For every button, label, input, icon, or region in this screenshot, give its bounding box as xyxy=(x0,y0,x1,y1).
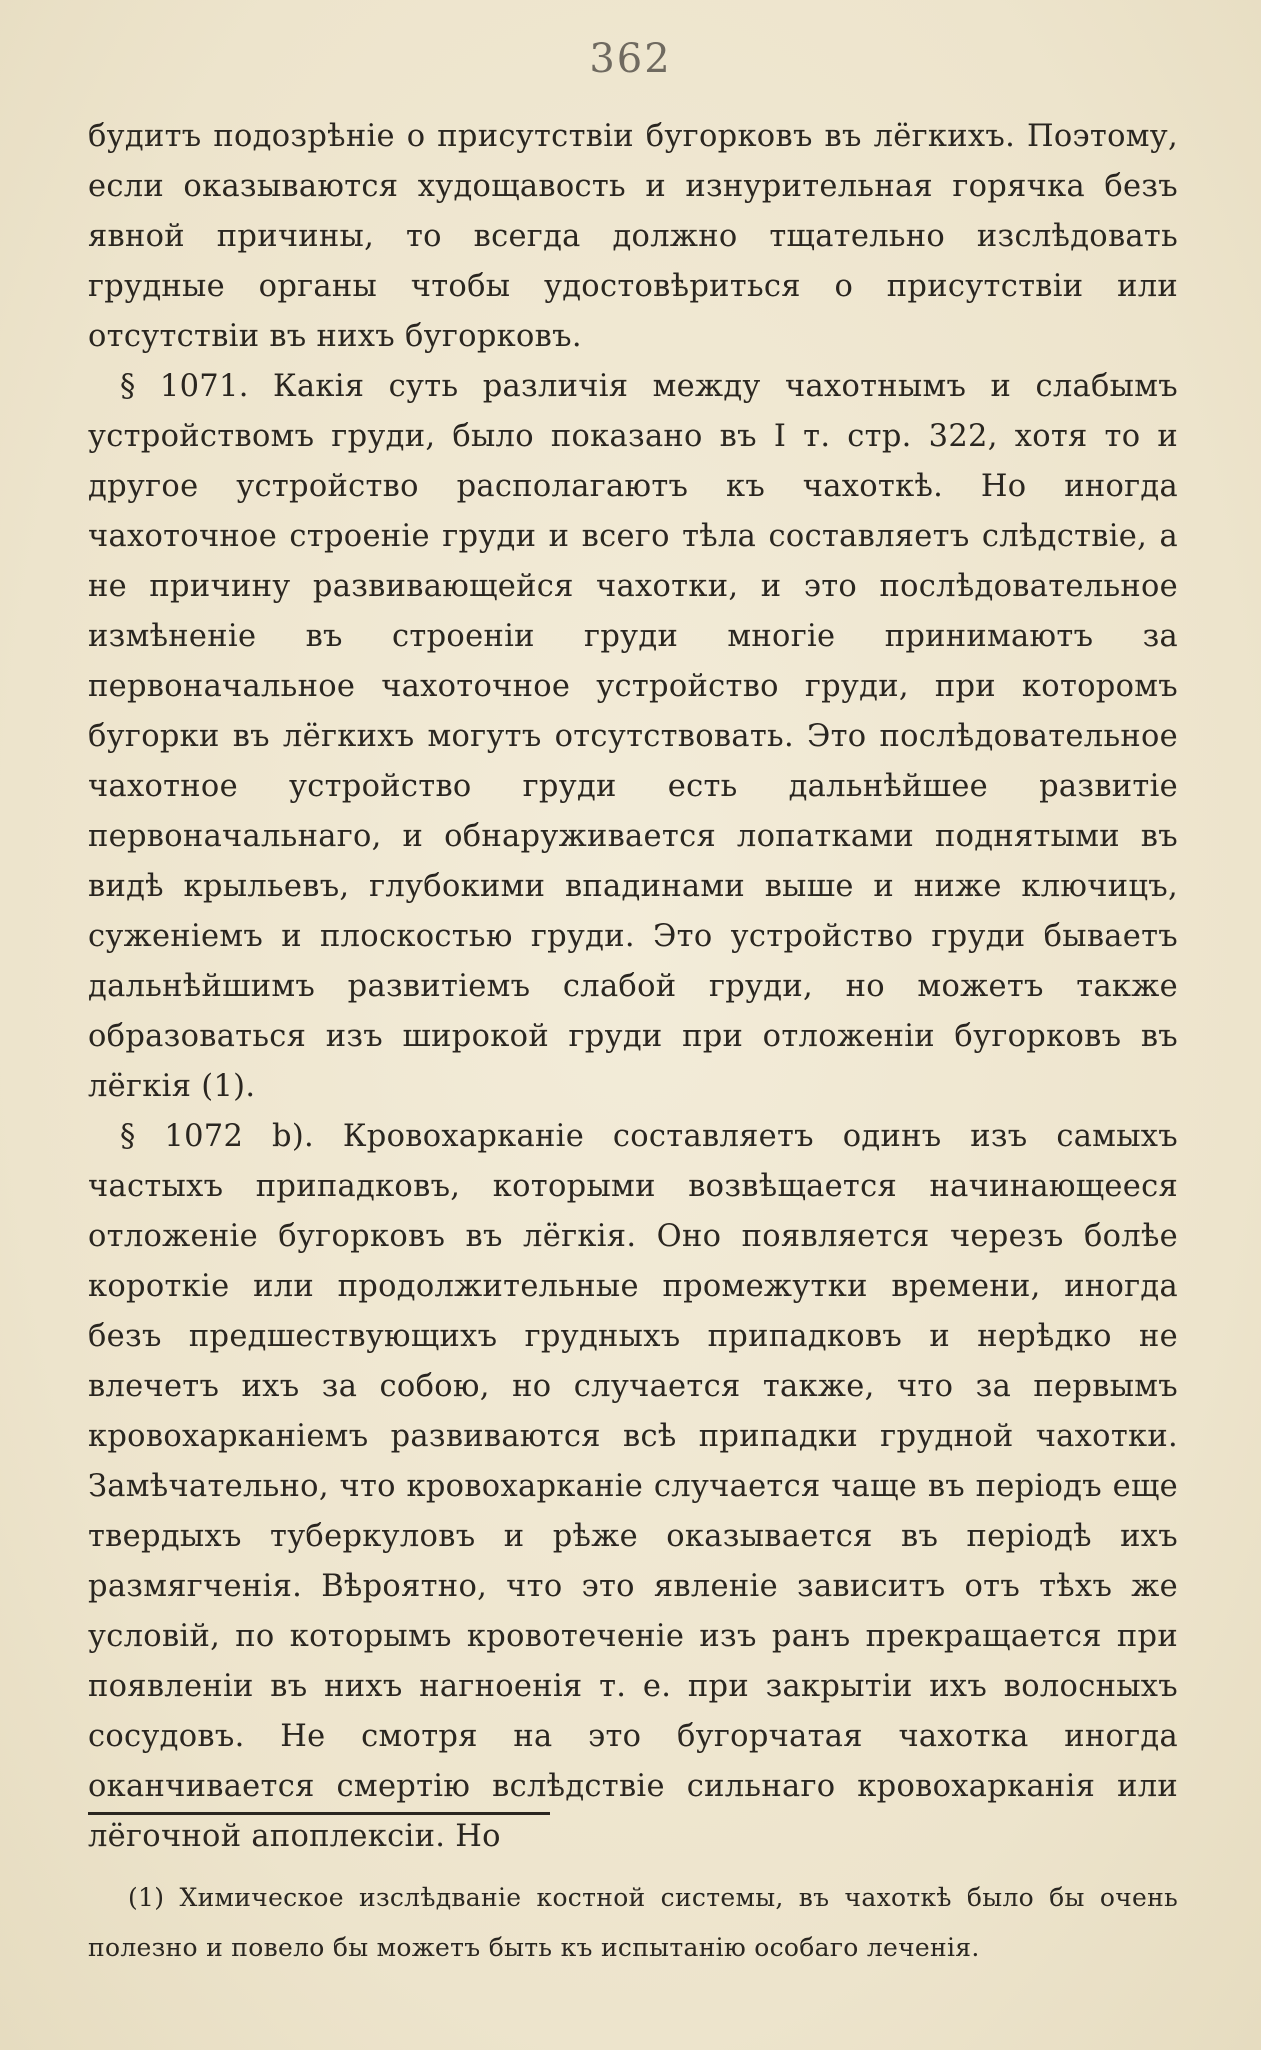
footnote xyxy=(88,1873,1178,1973)
body-text xyxy=(88,112,1178,1862)
page-number: 362 xyxy=(589,36,672,82)
paragraph-section-1071: § 1071. Какія суть различія между чахотнымъ и слабымъ устройствомъ груди, было показано въ I т. стр. 322, хотя то и другое устройство располагаютъ къ чахоткѣ. Но иногда чахоточное строеніе груди и всего тѣла составляетъ слѣдствіе, а не причину развивающейся чахотки, и это послѣдовательное измѣненіе въ строеніи груди многіе принимаютъ за первоначальное чахоточное устройство груди, при которомъ бугорки въ лёгкихъ могутъ отсутствовать. Это послѣдовательное чахотное устройство груди есть дальнѣйшее развитіе первоначальнаго, и обнаруживается лопатками поднятыми въ видѣ крыльевъ, глубокими впадинами выше и ниже ключицъ, суженіемъ и плоскостью груди. Это устройство груди бываетъ дальнѣйшимъ развитіемъ слабой груди, но можетъ также образоваться изъ широкой груди при отложеніи бугорковъ въ лёгкія (1). xyxy=(88,369,1178,1104)
paragraph-continuation: будитъ подозрѣніе о присутствіи бугорковъ въ лёгкихъ. Поэтому, если оказываются худощавость и изнурительная горячка безъ явной причины, то всегда должно тщательно изслѣдовать грудные органы чтобы удостовѣриться о присутствіи или отсутствіи въ нихъ бугорковъ. xyxy=(88,119,1178,354)
footnote-text: (1) Химическое изслѣдваніе костной системы, въ чахоткѣ было бы очень полезно и повело бы можетъ быть къ испытанію особаго леченія. xyxy=(88,1883,1178,1962)
paragraph-section-1072: § 1072 b). Кровохарканіе составляетъ одинъ изъ самыхъ частыхъ припадковъ, которыми возвѣщается начинающееся отложеніе бугорковъ въ лёгкія. Оно появляется черезъ болѣе короткіе или продолжительные промежутки времени, иногда безъ предшествующихъ грудныхъ припадковъ и нерѣдко не влечетъ ихъ за собою, но случается также, что за первымъ кровохарканіемъ развиваются всѣ припадки грудной чахотки. Замѣчательно, что кровохарканіе случается чаще въ періодъ еще твердыхъ туберкуловъ и рѣже оказывается въ періодѣ ихъ размягченія. Вѣроятно, что это явленіе зависитъ отъ тѣхъ же условій, по которымъ кровотеченіе изъ ранъ прекращается при появленіи въ нихъ нагноенія т. е. при закрытіи ихъ волосныхъ сосудовъ. Не смотря на это бугорчатая чахотка иногда оканчивается смертію вслѣдствіе сильнаго кровохарканія или лёгочной апоплексіи. Но xyxy=(88,1119,1178,1854)
footnote-divider xyxy=(88,1812,550,1815)
